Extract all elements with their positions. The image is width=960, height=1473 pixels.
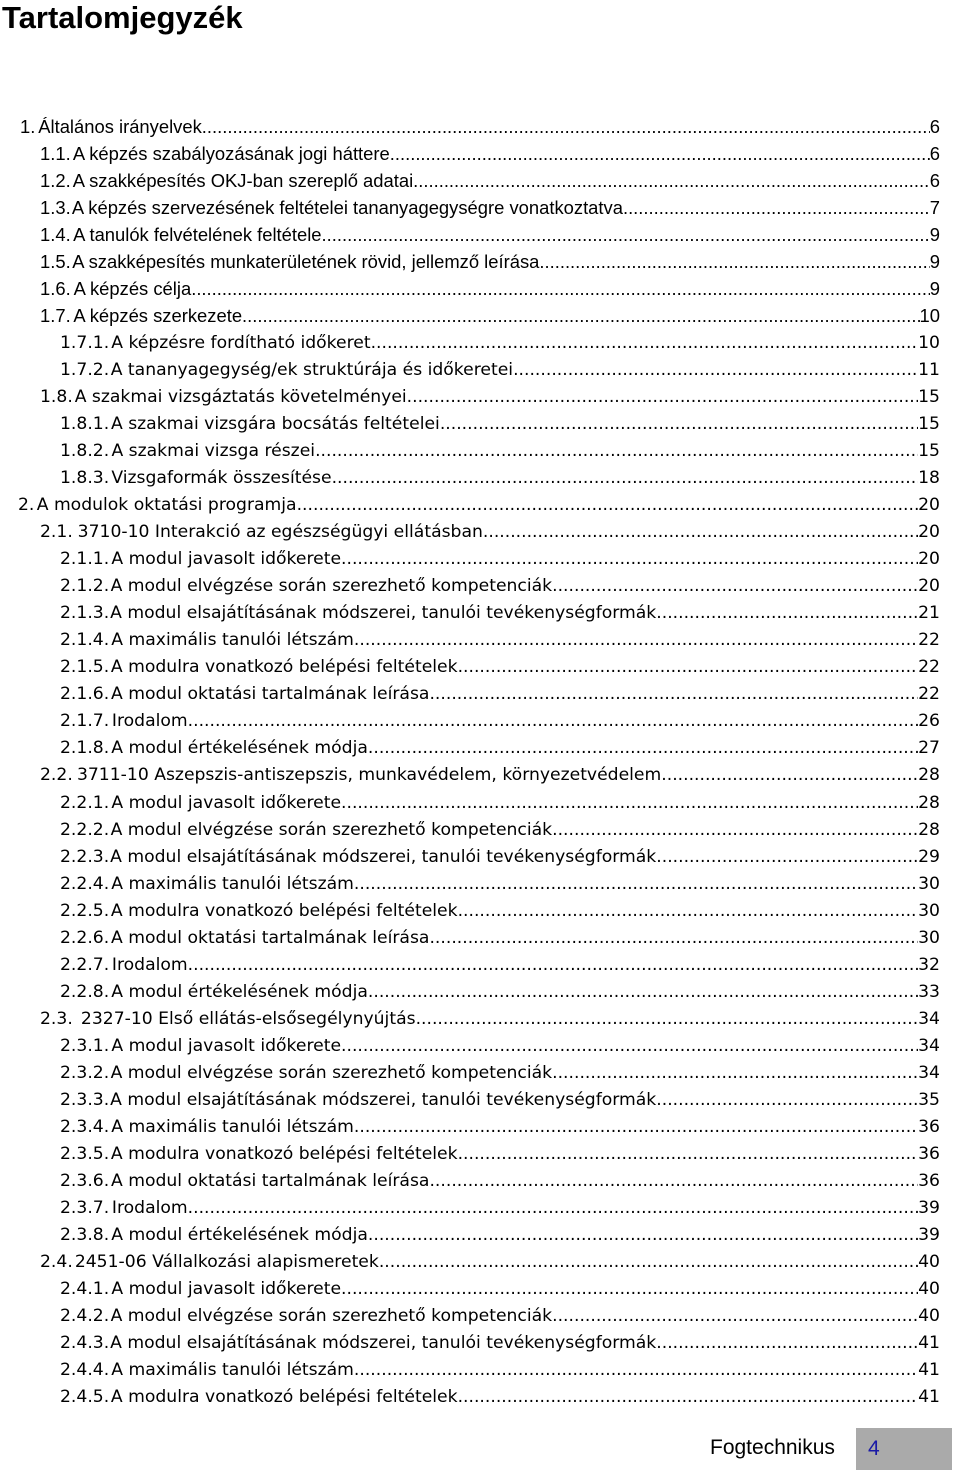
toc-entry[interactable] [40,197,940,219]
toc-entry-page: 30 [918,900,940,921]
toc-entry-page: 34 [918,1062,940,1083]
toc-entry-page: 32 [918,954,940,975]
toc-entry-title: A modul elvégzése során szerezhető kompetenciák [110,1305,553,1326]
toc-entry[interactable] [60,440,940,462]
toc-entry-number: 2.3. [40,1008,73,1029]
toc-entry-title: A szakmai vizsga részei [111,441,316,462]
toc-entry[interactable] [60,656,940,678]
toc-entry-title: A tanulók felvételének feltétele [73,224,322,246]
toc-entry-title: Irodalom [111,711,188,732]
dot-leader [354,1359,918,1381]
toc-entry-title: A modulok oktatási programja [36,495,297,516]
toc-entry-page: 34 [918,1035,940,1056]
toc-entry[interactable] [40,224,940,246]
dot-leader [371,332,919,354]
toc-entry-title: A képzés szerkezete [73,305,243,327]
dot-leader [332,467,919,489]
toc-entry-title: A maximális tanulói létszám [111,1116,354,1137]
toc-entry-number: 2.4.3. [60,1332,110,1353]
dot-leader [429,927,918,949]
toc-entry-title: A modul elsajátításának módszerei, tanulói tevékenységformák [110,846,657,867]
toc-entry-page: 6 [929,170,940,192]
dot-leader [656,602,918,624]
toc-entry-page: 40 [918,1305,940,1326]
toc-entry[interactable] [60,1116,940,1138]
toc-entry-number: 2.3.7. [60,1197,110,1218]
toc-entry-title: Irodalom [111,1197,188,1218]
toc-entry-number: 2.4. [40,1251,73,1272]
toc-entry-title: A szakmai vizsgára bocsátás feltételei [110,414,440,435]
toc-entry-number: 2.2.3. [60,846,110,867]
toc-entry-title: A modul elvégzése során szerezhető kompetenciák [110,576,553,597]
toc-entry-page: 36 [918,1170,940,1191]
toc-entry-title: A modulra vonatkozó belépési feltételek [110,900,458,921]
toc-entry-title: A modul javasolt időkerete [111,1035,342,1056]
toc-entry-page: 34 [918,1008,940,1029]
toc-entry[interactable] [60,413,940,435]
toc-entry[interactable] [60,873,940,895]
toc-entry-page: 40 [918,1251,940,1272]
footer-label: Fogtechnikus [710,1436,835,1459]
toc-entry-number: 1. [20,116,36,137]
toc-entry-page: 28 [918,819,940,840]
toc-entry-number: 1.8.2. [60,441,110,462]
toc-entry-number: 2.1.1. [60,549,110,570]
toc-entry-page: 9 [929,224,940,246]
toc-entry-page: 22 [918,657,940,678]
toc-entry-number: 1.7.2. [60,360,110,381]
toc-entry-number: 2.1.6. [60,684,110,705]
toc-entry-title: A tananyagegység/ek struktúrája és időkeretei [110,360,514,381]
toc-entry[interactable] [60,1143,940,1165]
toc-entry[interactable] [40,251,940,273]
dot-leader [552,1305,918,1327]
toc-entry-page: 20 [918,495,940,516]
dot-leader [191,278,930,300]
toc-entry-title: Általános irányelvek [38,116,202,137]
dot-leader [297,494,919,516]
toc-entry-title: A modul javasolt időkerete [111,549,342,570]
toc-entry[interactable] [60,846,940,868]
toc-entry-number: 2.4.2. [60,1305,110,1326]
toc-entry-page: 18 [918,468,940,489]
toc-entry-title: A modul értékelésének módja [111,981,368,1002]
toc-entry-number: 2.4.4. [60,1359,110,1380]
toc-entry-number: 2.3.3. [60,1089,110,1110]
toc-entry-title: A modul elsajátításának módszerei, tanulói tevékenységformák [110,603,657,624]
toc-entry-title: Irodalom [111,954,188,975]
toc-entry[interactable] [40,521,940,543]
toc-entry-page: 20 [918,549,940,570]
toc-entry-title: A modul elvégzése során szerezhető kompetenciák [110,1062,553,1083]
dot-leader [513,359,918,381]
toc-entry-page: 10 [918,333,940,354]
toc-entry-number: 2.1. [40,522,73,543]
toc-entry-title: A modul oktatási tartalmának leírása [111,927,430,948]
dot-leader [407,386,918,408]
toc-entry-number: 2.1.5. [60,657,110,678]
dot-leader [368,1224,918,1246]
dot-leader [354,629,918,651]
toc-entry-page: 21 [918,603,940,624]
toc-entry-page: 20 [918,522,940,543]
toc-entry-title: A modul oktatási tartalmának leírása [111,684,430,705]
toc-entry-title: A maximális tanulói létszám [111,873,354,894]
dot-leader [413,170,930,192]
dot-leader [202,116,930,138]
toc-entry[interactable] [60,1197,940,1219]
toc-entry-number: 2. [18,495,35,516]
toc-entry-title: A modulra vonatkozó belépési feltételek [110,1143,458,1164]
dot-leader [539,251,929,273]
toc-entry-title: A modul elsajátításának módszerei, tanulói tevékenységformák [110,1089,657,1110]
toc-entry[interactable] [60,1332,940,1354]
toc-entry[interactable] [40,386,940,408]
toc-entry[interactable] [60,467,940,489]
toc-entry-page: 6 [929,143,940,165]
dot-leader [552,1062,918,1084]
dot-leader [416,1008,919,1030]
toc-entry-title: A szakképesítés OKJ-ban szereplő adatai [72,170,414,192]
toc-entry-number: 2.2.6. [60,927,110,948]
dot-leader [623,197,930,219]
toc-entry-number: 1.8.3. [60,468,110,489]
dot-leader [440,413,918,435]
toc-entry-title: 3710-10 Interakció az egészségügyi ellátásban [77,522,483,543]
toc-entry-page: 10 [919,305,940,327]
toc-entry-title: A modul javasolt időkerete [111,1278,342,1299]
toc-entry-page: 30 [918,873,940,894]
toc-entry-title: A modulra vonatkozó belépési feltételek [110,1386,458,1407]
toc-entry-page: 41 [918,1332,940,1353]
dot-leader [354,873,918,895]
page-title: Tartalomjegyzék [2,0,243,35]
toc-entry[interactable] [60,819,940,841]
dot-leader [458,1143,919,1165]
dot-leader [458,656,919,678]
toc-entry-number: 1.8. [40,387,73,408]
toc-entry-title: A maximális tanulói létszám [111,630,354,651]
toc-entry-number: 2.4.5. [60,1386,110,1407]
toc-entry-number: 2.2.2. [60,819,110,840]
toc-entry-number: 1.7.1. [60,333,110,354]
toc-entry-page: 35 [918,1089,940,1110]
toc-entry-title: A szakmai vizsgáztatás követelményei [74,387,407,408]
toc-entry[interactable] [40,1008,940,1030]
toc-entry-page: 15 [918,414,940,435]
toc-entry-page: 7 [929,197,940,219]
toc-entry-title: A modul értékelésének módja [111,1224,368,1245]
dot-leader [341,548,918,570]
toc-entry-number: 2.1.4. [60,630,110,651]
toc-entry[interactable] [40,143,940,165]
toc-entry-number: 2.3.6. [60,1170,110,1191]
toc-entry-title: A modul értékelésének módja [111,738,368,759]
toc-entry[interactable] [60,737,940,759]
toc-entry-page: 33 [918,981,940,1002]
dot-leader [661,764,918,786]
toc-entry-number: 2.2.7. [60,954,110,975]
toc-entry-number: 2.1.8. [60,738,110,759]
toc-entry-number: 2.1.2. [60,576,110,597]
toc-entry-number: 2.3.2. [60,1062,110,1083]
toc-entry-title: 3711-10 Aszepszis-antiszepszis, munkavédelem, környezetvédelem [76,765,662,786]
dot-leader [552,575,918,597]
toc-entry[interactable] [60,359,940,381]
dot-leader [656,1089,918,1111]
toc-entry-title: Vizsgaformák összesítése [111,468,332,489]
toc-entry[interactable] [60,954,940,976]
toc-entry-page: 39 [918,1197,940,1218]
toc-entry-title: A modul javasolt időkerete [111,792,342,813]
toc-entry[interactable] [60,710,940,732]
toc-entry-number: 1.2. [40,170,71,192]
toc-entry-number: 2.3.1. [60,1035,110,1056]
dot-leader [458,1386,919,1408]
toc-entry[interactable] [60,1359,940,1381]
dot-leader [429,1170,918,1192]
dot-leader [322,224,930,246]
toc-entry-title: 2451-06 Vállalkozási alapismeretek [74,1251,379,1272]
toc-entry-title: A képzés szervezésének feltételei tananyagegységre vonatkoztatva [71,197,623,219]
toc-entry-number: 2.1.3. [60,603,110,624]
toc-entry-number: 1.3. [40,197,71,219]
toc-entry[interactable] [60,1089,940,1111]
toc-entry-number: 2.3.8. [60,1224,110,1245]
toc-entry-page: 36 [918,1143,940,1164]
toc-entry-page: 27 [918,738,940,759]
toc-entry[interactable] [60,1386,940,1408]
toc-entry-number: 2.4.1. [60,1278,110,1299]
toc-entry-title: A modul elvégzése során szerezhető kompetenciák [110,819,553,840]
dot-leader [379,1251,918,1273]
toc-entry-number: 2.3.4. [60,1116,110,1137]
dot-leader [368,981,918,1003]
toc-entry-number: 1.1. [40,143,71,165]
dot-leader [341,1278,918,1300]
toc-entry-page: 11 [918,360,940,381]
toc-entry[interactable] [18,494,940,516]
toc-entry[interactable] [60,1170,940,1192]
toc-entry[interactable] [40,764,940,786]
toc-entry-page: 29 [918,846,940,867]
toc-entry-page: 28 [918,792,940,813]
toc-entry-page: 15 [918,441,940,462]
toc-entry-number: 1.7. [40,305,71,327]
toc-entry-number: 1.4. [40,224,71,246]
toc-entry-page: 9 [929,251,940,273]
toc-entry-number: 2.2.5. [60,900,110,921]
toc-entry[interactable] [40,170,940,192]
toc-entry-page: 41 [918,1386,940,1407]
dot-leader [429,683,918,705]
toc-entry[interactable] [60,1062,940,1084]
toc-entry-title: A maximális tanulói létszám [111,1359,354,1380]
toc-entry[interactable] [60,629,940,651]
toc-entry-number: 2.2.4. [60,873,110,894]
toc-entry[interactable] [60,332,940,354]
toc-entry-page: 41 [918,1359,940,1380]
toc-entry-title: 2327-10 Első ellátás-elsősegélynyújtás [80,1008,416,1029]
toc-entry-title: A képzésre fordítható időkeret [111,333,371,354]
toc-entry-number: 1.8.1. [60,414,110,435]
toc-entry-number: 2.3.5. [60,1143,110,1164]
dot-leader [188,954,918,976]
dot-leader [242,305,919,327]
toc-entry-page: 9 [929,278,940,300]
toc-entry-title: A képzés célja [73,278,192,300]
toc-entry[interactable] [60,792,940,814]
toc-entry-page: 6 [929,116,940,137]
toc-entry-number: 1.5. [40,251,71,273]
toc-entry[interactable] [20,116,940,138]
dot-leader [390,143,930,165]
toc-entry[interactable] [60,1035,940,1057]
toc-entry-title: A szakképesítés munkaterületének rövid, jellemző leírása [72,251,540,273]
toc-entry-page: 26 [918,711,940,732]
dot-leader [552,819,918,841]
toc-entry[interactable] [40,1251,940,1273]
dot-leader [341,792,918,814]
dot-leader [458,900,919,922]
toc-entry-page: 36 [918,1116,940,1137]
toc-entry-page: 28 [918,765,940,786]
dot-leader [341,1035,918,1057]
toc-entry[interactable] [60,927,940,949]
toc-entry-number: 2.2. [40,765,73,786]
dot-leader [315,440,918,462]
toc-entry-title: A modul oktatási tartalmának leírása [111,1170,430,1191]
toc-entry-page: 39 [918,1224,940,1245]
toc-entry-page: 20 [918,576,940,597]
toc-entry-title: A modul elsajátításának módszerei, tanulói tevékenységformák [110,1332,657,1353]
toc-entry-page: 30 [918,927,940,948]
toc-entry[interactable] [60,548,940,570]
toc-entry-page: 22 [918,684,940,705]
dot-leader [188,1197,918,1219]
dot-leader [188,710,918,732]
toc-entry[interactable] [60,1305,940,1327]
toc-entry-page: 15 [918,387,940,408]
toc-entry-number: 2.2.1. [60,792,110,813]
dot-leader [483,521,918,543]
toc-entry[interactable] [60,575,940,597]
toc-entry-number: 1.6. [40,278,71,300]
toc-entry-number: 2.2.8. [60,981,110,1002]
dot-leader [656,846,918,868]
toc-entry[interactable] [60,900,940,922]
toc-entry-number: 2.1.7. [60,711,110,732]
toc-entry[interactable] [60,602,940,624]
toc-entry[interactable] [40,305,940,327]
toc-entry[interactable] [60,1278,940,1300]
footer-page-number: 4 [856,1428,952,1470]
dot-leader [656,1332,918,1354]
toc-entry-page: 40 [918,1278,940,1299]
dot-leader [354,1116,918,1138]
toc-entry[interactable] [60,1224,940,1246]
toc-entry[interactable] [40,278,940,300]
toc-entry-page: 22 [918,630,940,651]
toc-entry[interactable] [60,981,940,1003]
toc-entry[interactable] [60,683,940,705]
toc-entry-title: A modulra vonatkozó belépési feltételek [110,657,458,678]
toc-entry-title: A képzés szabályozásának jogi háttere [72,143,390,165]
dot-leader [368,737,918,759]
